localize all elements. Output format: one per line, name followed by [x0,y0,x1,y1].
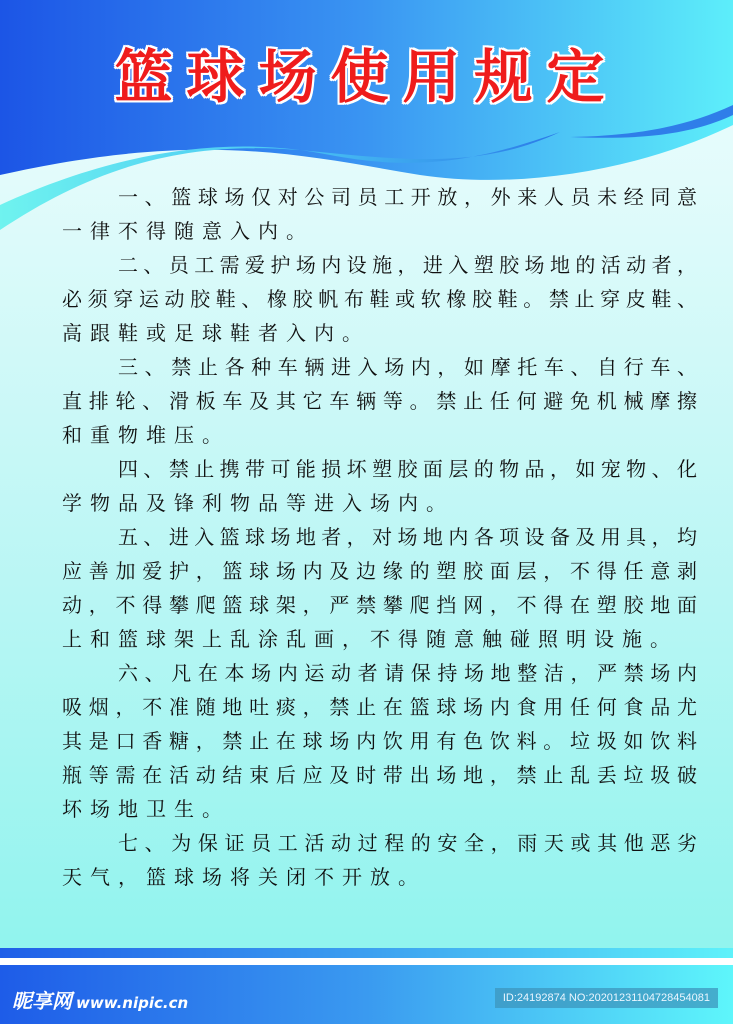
rule-line: 七、为保证员工活动过程的安全，雨天或其他恶劣 [118,831,697,855]
footer-bar [0,965,733,1024]
rule-line: 上和篮球架上乱涂乱画，不得随意触碰照明设施。 [62,627,678,651]
rule-line: 应善加爱护，篮球场内及边缘的塑胶面层，不得任意剥 [62,559,697,583]
rule-paragraph [62,180,697,248]
rule-line: 必须穿运动胶鞋、橡胶帆布鞋或软橡胶鞋。禁止穿皮鞋、 [62,287,697,311]
watermark-id: ID:24192874 NO:20201231104728454081 [495,988,718,1008]
watermark-logo [12,985,188,1014]
rule-line: 高跟鞋或足球鞋者入内。 [62,321,370,345]
rule-line: 三、禁止各种车辆进入场内，如摩托车、自行车、 [118,355,697,379]
rule-line: 二、员工需爱护场内设施，进入塑胶场地的活动者， [118,253,697,277]
rule-paragraph [62,656,697,826]
rule-line: 动，不得攀爬篮球架，严禁攀爬挡网，不得在塑胶地面 [62,593,697,617]
rule-paragraph [62,520,697,656]
rule-line: 学物品及锋利物品等进入场内。 [62,491,454,515]
rule-paragraph [62,350,697,452]
rule-line: 吸烟，不准随地吐痰，禁止在篮球场内食用任何食品尤 [62,695,697,719]
page-title: 篮球场使用规定 [114,43,619,111]
rule-line: 一律不得随意入内。 [62,219,314,243]
watermark-url: www.nipic.cn [76,994,189,1012]
footer-stripe [0,948,733,958]
rule-paragraph [62,248,697,350]
footer-divider [0,958,733,965]
rule-line: 五、进入篮球场地者，对场地内各项设备及用具，均 [118,525,697,549]
rule-line: 瓶等需在活动结束后应及时带出场地，禁止乱丢垃圾破 [62,763,697,787]
rule-paragraph [62,452,697,520]
rule-line: 坏场地卫生。 [62,797,230,821]
rule-line: 和重物堆压。 [62,423,230,447]
rule-line: 其是口香糖，禁止在球场内饮用有色饮料。垃圾如饮料 [62,729,697,753]
rules-content [62,180,697,894]
rule-line: 四、禁止携带可能损坏塑胶面层的物品，如宠物、化 [118,457,697,481]
rule-paragraph [62,826,697,894]
rule-line: 直排轮、滑板车及其它车辆等。禁止任何避免机械摩擦 [62,389,697,413]
rule-line: 六、凡在本场内运动者请保持场地整洁，严禁场内 [118,661,697,685]
rule-line: 一、篮球场仅对公司员工开放，外来人员未经同意 [118,185,697,209]
watermark-site: 昵享网 [12,989,72,1013]
rule-line: 天气，篮球场将关闭不开放。 [62,865,426,889]
